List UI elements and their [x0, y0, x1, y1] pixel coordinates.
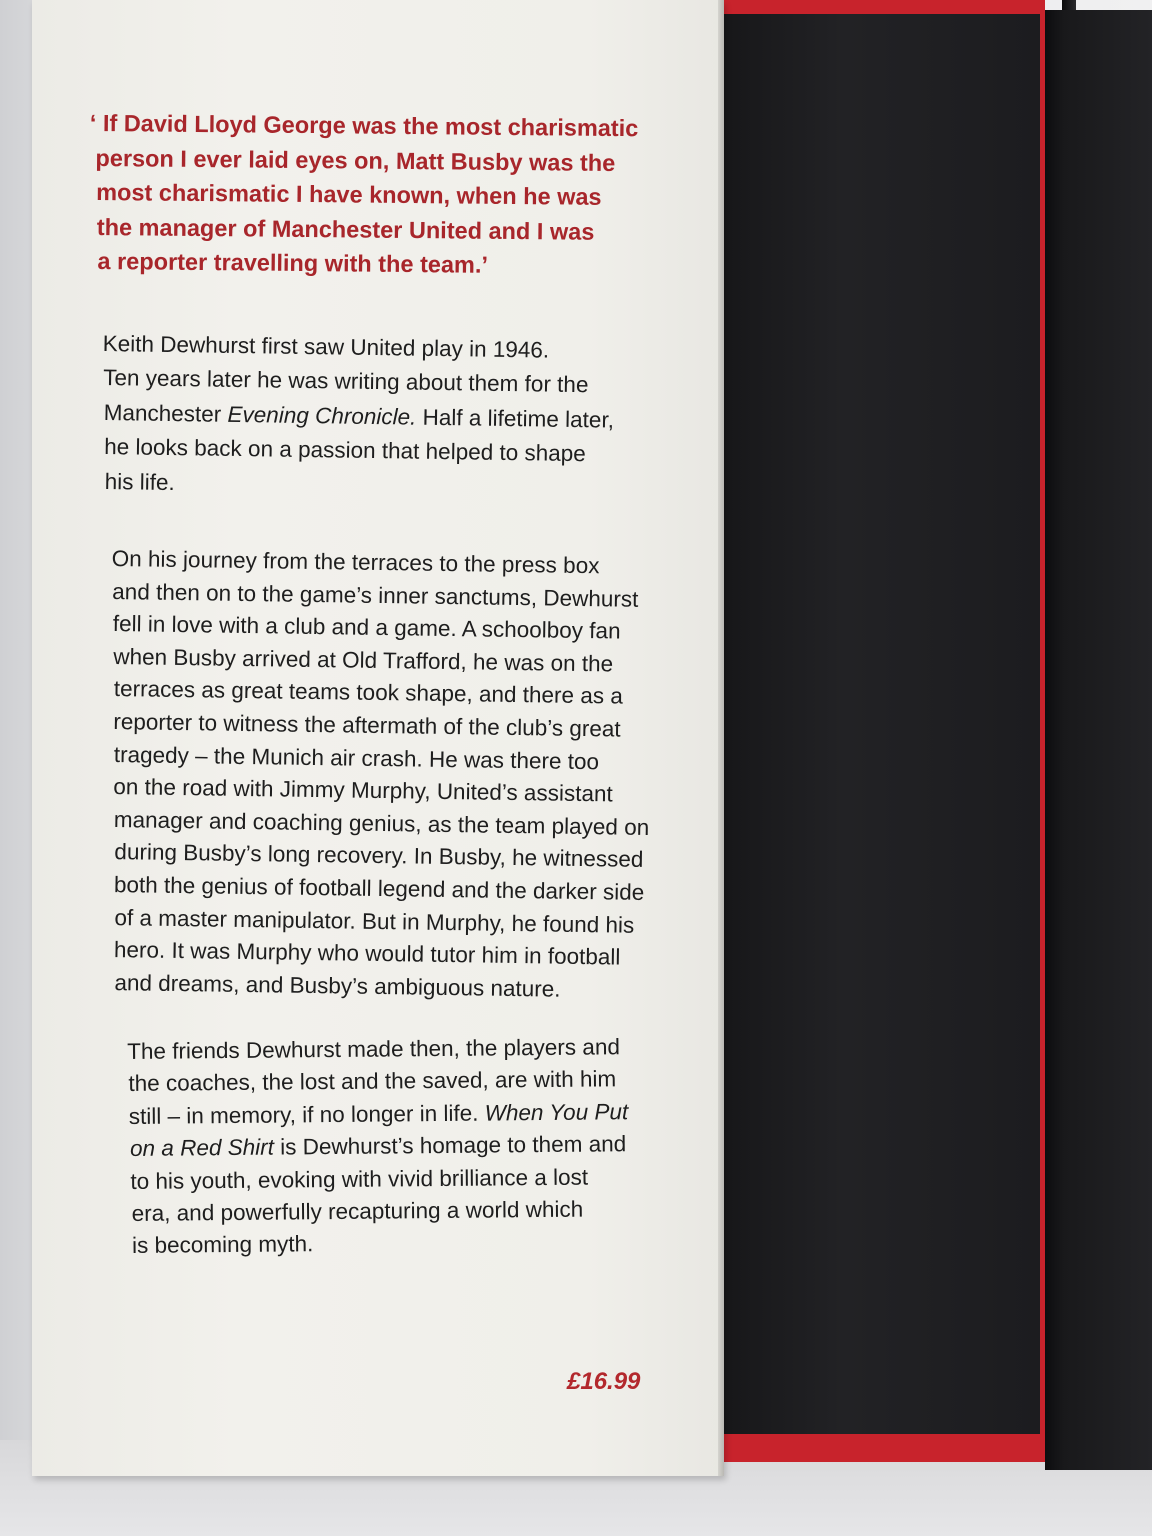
dust-jacket-fold-edge [718, 0, 724, 1476]
paragraph-line: when Busby arrived at Old Trafford, he was on the [113, 643, 614, 677]
quote-line: ‘ If David Lloyd George was the most charismatic [89, 109, 639, 142]
paragraph-line [130, 1128, 629, 1165]
newspaper-title: Evening Chronicle. [227, 401, 417, 430]
paragraph-line: his life. [104, 468, 175, 495]
paragraph-line: of a master manipulator. But in Murphy, he found his [114, 904, 635, 938]
paragraph-text: Manchester [103, 399, 228, 427]
paragraph-line: and dreams, and Busby’s ambiguous nature. [114, 969, 561, 1002]
paragraph-line: and then on to the game’s inner sanctums, Dewhurst [112, 578, 639, 612]
quote-line: a reporter travelling with the team.’ [97, 248, 489, 279]
book-title-part: When You Put [484, 1099, 629, 1126]
book-title-part: on a Red Shirt [129, 1134, 275, 1162]
paragraph-line: Ten years later he was writing about them for the [103, 365, 589, 398]
paragraph-line: reporter to witness the aftermath of the club’s great [113, 709, 621, 742]
book-endpaper [1045, 10, 1152, 1470]
book-board-black-cover [712, 14, 1040, 1434]
blurb-paragraph-closing [127, 1031, 630, 1263]
paragraph-line: The friends Dewhurst made then, the players and [127, 1034, 621, 1064]
paragraph-line: tragedy – the Munich air crash. He was there too [113, 741, 600, 774]
blurb-quote [89, 106, 656, 284]
paragraph-line: Keith Dewhurst first saw United play in 1946. [102, 330, 550, 363]
price-label: £16.99 [567, 1368, 641, 1395]
paragraph-line: On his journey from the terraces to the press box [111, 545, 600, 579]
quote-line: most charismatic I have known, when he was [96, 179, 602, 211]
paragraph-line: manager and coaching genius, as the team played on [113, 806, 650, 840]
paragraph-text: is Dewhurst’s homage to them and [273, 1131, 627, 1160]
paragraph-text: Half a lifetime later, [416, 404, 615, 433]
paragraph-line: the coaches, the lost and the saved, are with him [128, 1066, 617, 1097]
paragraph-line: during Busby’s long recovery. In Busby, he witnessed [114, 839, 644, 873]
paragraph-line: he looks back on a passion that helped to shape [104, 434, 586, 467]
paragraph-line: hero. It was Murphy who would tutor him in football [113, 937, 621, 970]
paragraph-line: terraces as great teams took shape, and there as a [113, 676, 624, 709]
paragraph-line: on the road with Jimmy Murphy, United’s assistant [113, 774, 613, 807]
blurb-paragraph-journey [105, 543, 653, 1007]
blurb-paragraph-intro [100, 327, 615, 507]
paragraph-line: to his youth, evoking with vivid brilliance a lost [130, 1164, 589, 1194]
paragraph-text: still – in memory, if no longer in life. [128, 1100, 485, 1129]
paragraph-line: both the genius of football legend and the darker side [113, 872, 645, 905]
paragraph-line: era, and powerfully recapturing a world which [131, 1196, 584, 1226]
quote-line: the manager of Manchester United and I was [96, 213, 595, 245]
paragraph-line: fell in love with a club and a game. A schoolboy fan [112, 611, 621, 644]
paragraph-line: is becoming myth. [131, 1231, 314, 1259]
quote-line: person I ever laid eyes on, Matt Busby was the [95, 144, 616, 176]
paragraph-line [129, 1096, 629, 1133]
